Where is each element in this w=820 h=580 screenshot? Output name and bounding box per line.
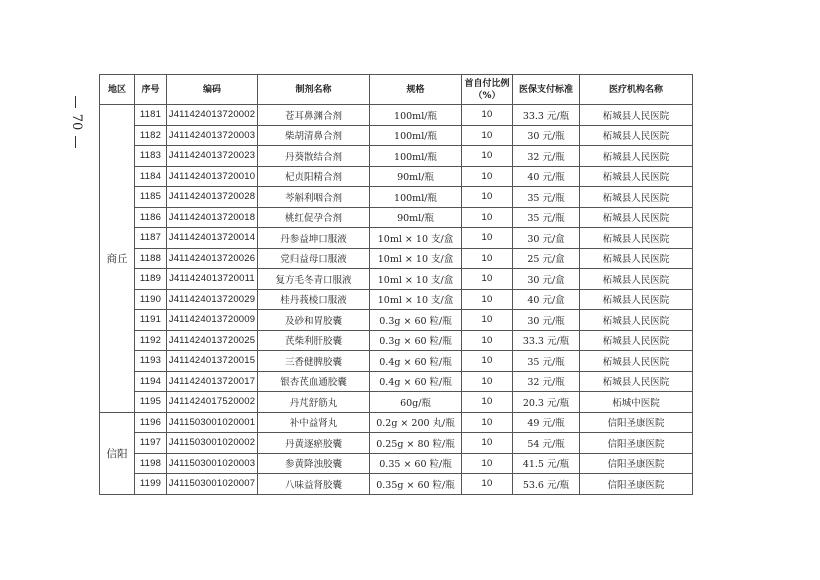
cell-spec: 10ml × 10 支/盒 — [370, 228, 462, 249]
cell-ratio: 10 — [462, 310, 513, 331]
cell-price: 40 元/瓶 — [513, 166, 580, 187]
table-row — [100, 289, 693, 310]
cell-seq: 1191 — [135, 310, 167, 331]
cell-price: 35 元/瓶 — [513, 351, 580, 372]
cell-code: J411424013720003 — [167, 125, 258, 146]
cell-price: 30 元/盒 — [513, 228, 580, 249]
cell-price: 33.3 元/瓶 — [513, 330, 580, 351]
cell-name: 及砂和胃胶囊 — [258, 310, 370, 331]
page-number-dash-top — [75, 96, 76, 108]
header-org: 医疗机构名称 — [580, 75, 693, 105]
header-price: 医保支付标准 — [513, 75, 580, 105]
cell-price: 35 元/瓶 — [513, 187, 580, 208]
header-code: 编码 — [167, 75, 258, 105]
cell-code: J411503001020003 — [167, 453, 258, 474]
cell-ratio: 10 — [462, 146, 513, 167]
table-row — [100, 105, 693, 126]
cell-code: J411424013720009 — [167, 310, 258, 331]
table-row — [100, 228, 693, 249]
cell-spec: 100ml/瓶 — [370, 146, 462, 167]
cell-ratio: 10 — [462, 453, 513, 474]
cell-org: 柘城县人民医院 — [580, 207, 693, 228]
cell-price: 41.5 元/瓶 — [513, 453, 580, 474]
cell-spec: 10ml × 10 支/盒 — [370, 248, 462, 269]
cell-org: 柘城县人民医院 — [580, 125, 693, 146]
cell-price: 30 元/瓶 — [513, 310, 580, 331]
table-row — [100, 125, 693, 146]
page-number-text: 70 — [69, 113, 84, 131]
cell-ratio: 10 — [462, 166, 513, 187]
cell-seq: 1186 — [135, 207, 167, 228]
cell-org: 信阳圣康医院 — [580, 474, 693, 495]
cell-org: 柘城县人民医院 — [580, 310, 693, 331]
cell-ratio: 10 — [462, 412, 513, 433]
cell-org: 柘城县人民医院 — [580, 289, 693, 310]
cell-name: 桃红促孕合剂 — [258, 207, 370, 228]
cell-seq: 1193 — [135, 351, 167, 372]
cell-ratio: 10 — [462, 351, 513, 372]
cell-price: 32 元/瓶 — [513, 371, 580, 392]
cell-ratio: 10 — [462, 248, 513, 269]
table-row — [100, 453, 693, 474]
cell-seq: 1190 — [135, 289, 167, 310]
cell-price: 54 元/瓶 — [513, 433, 580, 454]
cell-price: 35 元/瓶 — [513, 207, 580, 228]
cell-seq: 1195 — [135, 392, 167, 413]
cell-price: 25 元/盒 — [513, 248, 580, 269]
cell-seq: 1182 — [135, 125, 167, 146]
cell-ratio: 10 — [462, 187, 513, 208]
cell-org: 柘城县人民医院 — [580, 228, 693, 249]
cell-org: 信阳圣康医院 — [580, 453, 693, 474]
table-row — [100, 207, 693, 228]
cell-price: 49 元/瓶 — [513, 412, 580, 433]
table-body — [100, 105, 693, 495]
cell-code: J411424013720011 — [167, 269, 258, 290]
cell-org: 信阳圣康医院 — [580, 433, 693, 454]
cell-code: J411424017520002 — [167, 392, 258, 413]
cell-code: J411424013720023 — [167, 146, 258, 167]
header-ratio — [462, 75, 513, 105]
page-number — [62, 96, 90, 148]
cell-price: 53.6 元/瓶 — [513, 474, 580, 495]
cell-name: 丹葵散结合剂 — [258, 146, 370, 167]
cell-org: 信阳圣康医院 — [580, 412, 693, 433]
cell-ratio: 10 — [462, 474, 513, 495]
cell-code: J411424013720028 — [167, 187, 258, 208]
cell-ratio: 10 — [462, 228, 513, 249]
cell-org: 柘城县人民医院 — [580, 105, 693, 126]
table-row — [100, 310, 693, 331]
cell-ratio: 10 — [462, 392, 513, 413]
cell-spec: 100ml/瓶 — [370, 187, 462, 208]
cell-spec: 0.4g × 60 粒/瓶 — [370, 351, 462, 372]
cell-price: 30 元/瓶 — [513, 125, 580, 146]
cell-name: 芪柴利肝胶囊 — [258, 330, 370, 351]
cell-spec: 0.4g × 60 粒/瓶 — [370, 371, 462, 392]
cell-seq: 1196 — [135, 412, 167, 433]
cell-seq: 1198 — [135, 453, 167, 474]
cell-seq: 1197 — [135, 433, 167, 454]
cell-spec: 90ml/瓶 — [370, 207, 462, 228]
cell-price: 33.3 元/瓶 — [513, 105, 580, 126]
cell-name: 党归益母口服液 — [258, 248, 370, 269]
table-row — [100, 474, 693, 495]
cell-code: J411503001020002 — [167, 433, 258, 454]
table-row — [100, 269, 693, 290]
cell-org: 柘城县人民医院 — [580, 371, 693, 392]
header-ratio-line1: 首自付比例 — [464, 78, 510, 89]
cell-spec: 100ml/瓶 — [370, 105, 462, 126]
cell-seq: 1183 — [135, 146, 167, 167]
cell-seq: 1187 — [135, 228, 167, 249]
cell-name: 八味益肾胶囊 — [258, 474, 370, 495]
cell-spec: 10ml × 10 支/盒 — [370, 269, 462, 290]
cell-name: 参黄降浊胶囊 — [258, 453, 370, 474]
page-number-dash-bottom — [75, 136, 76, 148]
cell-seq: 1189 — [135, 269, 167, 290]
table-row — [100, 433, 693, 454]
cell-ratio: 10 — [462, 433, 513, 454]
cell-org: 柘城县人民医院 — [580, 146, 693, 167]
cell-seq: 1185 — [135, 187, 167, 208]
table-header-row — [100, 75, 693, 105]
header-ratio-line2: （%） — [473, 90, 501, 101]
cell-code: J411503001020001 — [167, 412, 258, 433]
cell-code: J411503001020007 — [167, 474, 258, 495]
cell-spec: 0.3g × 60 粒/瓶 — [370, 310, 462, 331]
cell-price: 40 元/盒 — [513, 289, 580, 310]
table-row — [100, 371, 693, 392]
header-seq: 序号 — [135, 75, 167, 105]
cell-spec: 90ml/瓶 — [370, 166, 462, 187]
cell-name: 柴胡清鼻合剂 — [258, 125, 370, 146]
cell-org: 柘城县人民医院 — [580, 166, 693, 187]
cell-price: 32 元/瓶 — [513, 146, 580, 167]
cell-spec: 0.3g × 60 粒/瓶 — [370, 330, 462, 351]
cell-ratio: 10 — [462, 269, 513, 290]
cell-code: J411424013720015 — [167, 351, 258, 372]
cell-spec: 10ml × 10 支/盒 — [370, 289, 462, 310]
cell-name: 丹黄逐瘀胶囊 — [258, 433, 370, 454]
cell-ratio: 10 — [462, 125, 513, 146]
table-row — [100, 392, 693, 413]
cell-region: 信阳 — [100, 412, 135, 494]
cell-ratio: 10 — [462, 289, 513, 310]
cell-org: 柘城县人民医院 — [580, 330, 693, 351]
cell-spec: 60g/瓶 — [370, 392, 462, 413]
cell-name: 补中益肾丸 — [258, 412, 370, 433]
table-row — [100, 351, 693, 372]
cell-spec: 100ml/瓶 — [370, 125, 462, 146]
cell-ratio: 10 — [462, 207, 513, 228]
cell-region: 商丘 — [100, 105, 135, 413]
header-spec: 规格 — [370, 75, 462, 105]
cell-spec: 0.25g × 80 粒/瓶 — [370, 433, 462, 454]
cell-seq: 1188 — [135, 248, 167, 269]
cell-price: 30 元/盒 — [513, 269, 580, 290]
cell-ratio: 10 — [462, 371, 513, 392]
cell-code: J411424013720018 — [167, 207, 258, 228]
cell-code: J411424013720010 — [167, 166, 258, 187]
table-row — [100, 187, 693, 208]
cell-org: 柘城县人民医院 — [580, 187, 693, 208]
header-region: 地区 — [100, 75, 135, 105]
cell-price: 20.3 元/瓶 — [513, 392, 580, 413]
cell-org: 柘城县人民医院 — [580, 269, 693, 290]
cell-name: 桂丹莪棱口服液 — [258, 289, 370, 310]
table-row — [100, 166, 693, 187]
header-name: 制剂名称 — [258, 75, 370, 105]
cell-org: 柘城县人民医院 — [580, 248, 693, 269]
cell-name: 芩斛利咽合剂 — [258, 187, 370, 208]
cell-seq: 1184 — [135, 166, 167, 187]
table-row — [100, 412, 693, 433]
cell-name: 复方毛冬青口服液 — [258, 269, 370, 290]
cell-code: J411424013720025 — [167, 330, 258, 351]
cell-seq: 1181 — [135, 105, 167, 126]
cell-spec: 0.2g × 200 丸/瓶 — [370, 412, 462, 433]
cell-org: 柘城中医院 — [580, 392, 693, 413]
cell-name: 丹参益坤口服液 — [258, 228, 370, 249]
cell-name: 银杏芪血通胶囊 — [258, 371, 370, 392]
cell-seq: 1192 — [135, 330, 167, 351]
cell-seq: 1194 — [135, 371, 167, 392]
cell-name: 三香健脾胶囊 — [258, 351, 370, 372]
cell-code: J411424013720026 — [167, 248, 258, 269]
cell-name: 丹芃舒筋丸 — [258, 392, 370, 413]
table-row — [100, 248, 693, 269]
table-row — [100, 146, 693, 167]
cell-spec: 0.35g × 60 粒/瓶 — [370, 474, 462, 495]
cell-code: J411424013720029 — [167, 289, 258, 310]
cell-spec: 0.35 × 60 粒/瓶 — [370, 453, 462, 474]
cell-code: J411424013720014 — [167, 228, 258, 249]
cell-ratio: 10 — [462, 105, 513, 126]
cell-name: 杞贞阳精合剂 — [258, 166, 370, 187]
cell-name: 苍耳鼻渊合剂 — [258, 105, 370, 126]
cell-org: 柘城县人民医院 — [580, 351, 693, 372]
table-row — [100, 330, 693, 351]
cell-ratio: 10 — [462, 330, 513, 351]
cell-code: J411424013720017 — [167, 371, 258, 392]
preparation-table — [99, 74, 693, 495]
cell-code: J411424013720002 — [167, 105, 258, 126]
cell-seq: 1199 — [135, 474, 167, 495]
